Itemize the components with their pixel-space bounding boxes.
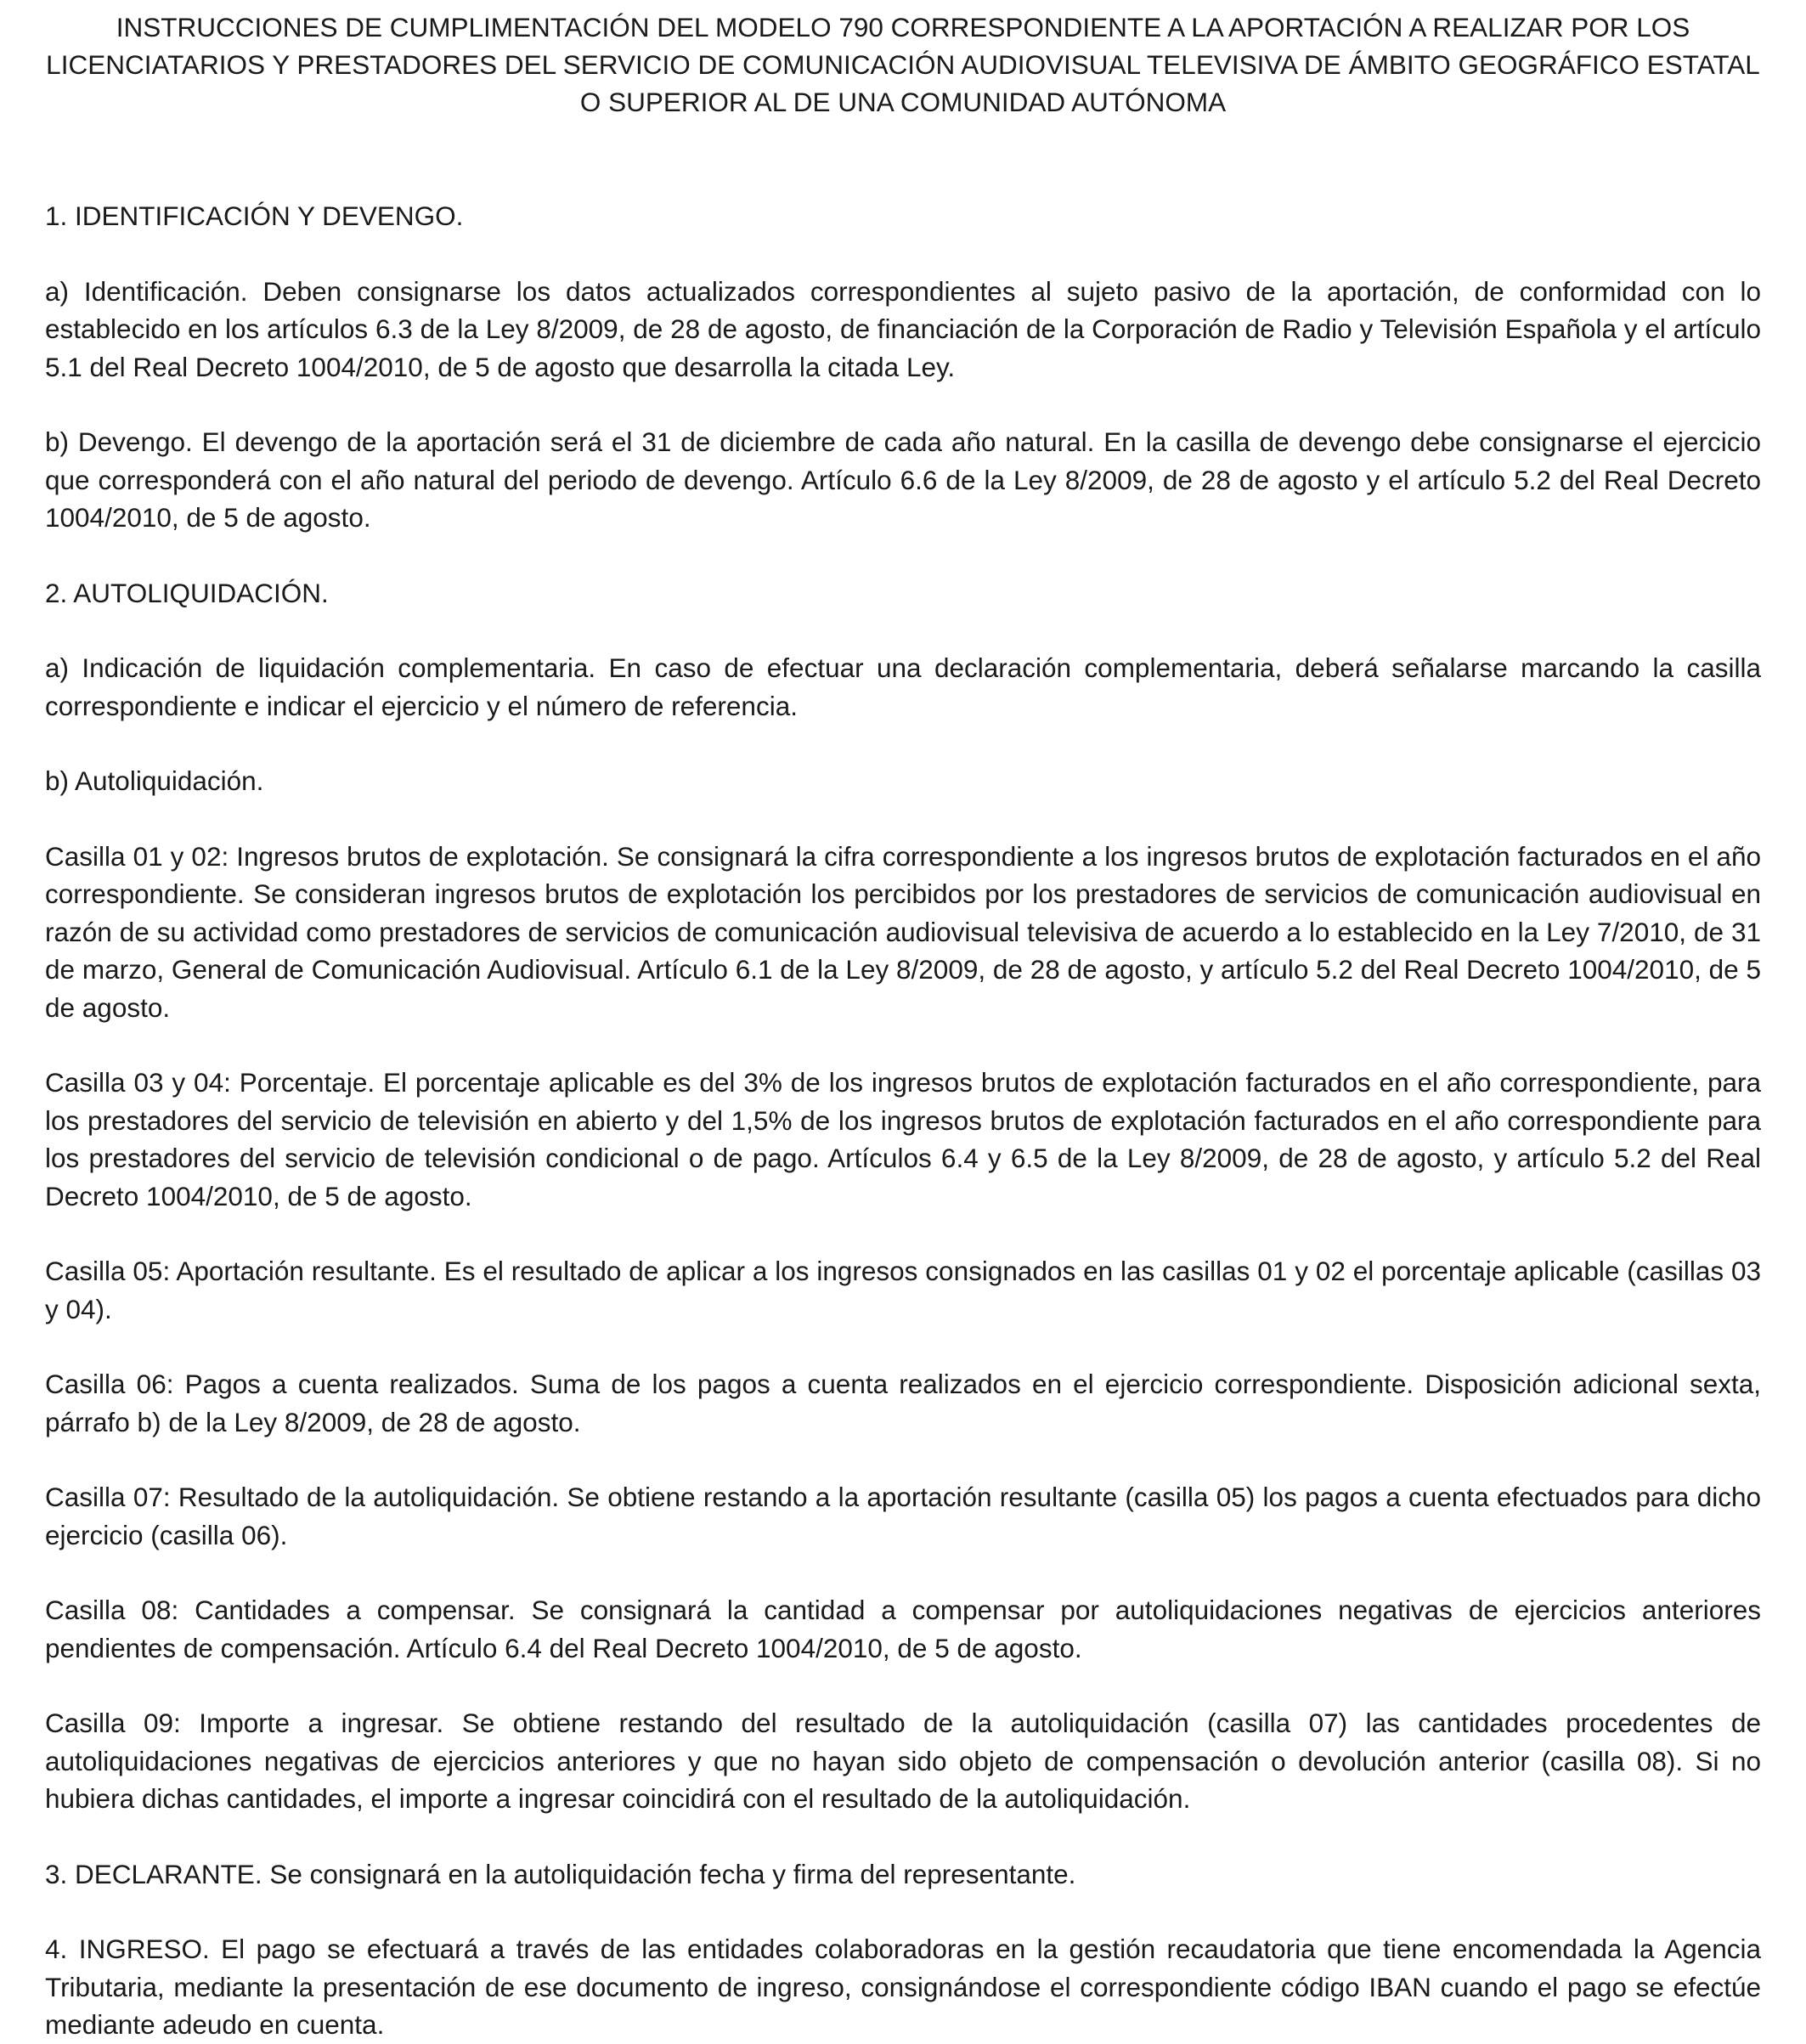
paragraph-identificacion: a) Identificación. Deben consignarse los datos actualizados correspondientes al sujeto pasivo de la aportación, de conformidad con lo establecido en los artículos 6.3 de la Ley 8/2009, de 28 de agosto, de financiación de la Corporación de Radio y Televisión Española y el artículo 5.1 del Real Decreto 1004/2010, de 5 de agosto que desarrolla la citada Ley. bbox=[45, 275, 1761, 382]
section-heading-autoliquidacion: 2. AUTOLIQUIDACIÓN. bbox=[45, 577, 329, 608]
paragraph-casilla-06: Casilla 06: Pagos a cuenta realizados. Suma de los pagos a cuenta realizados en el ejercicio correspondiente. Disposición adicional sexta, párrafo b) de la Ley 8/2009, de 28 de agosto. bbox=[45, 1369, 1761, 1437]
paragraph-liquidacion-complementaria: a) Indicación de liquidación complementaria. En caso de efectuar una declaración complementaria, deberá señalarse marcando la casilla correspondiente e indicar el ejercicio y el número de referencia. bbox=[45, 652, 1761, 721]
paragraph-casilla-03-04: Casilla 03 y 04: Porcentaje. El porcentaje aplicable es del 3% de los ingresos brutos de explotación facturados en el año correspondiente, para los prestadores del servicio de televisión en abierto y del 1,5% de los ingresos brutos de explotación facturados en el año correspondiente para los prestadores del servicio de televisión condicional o de pago. Artículos 6.4 y 6.5 de la Ley 8/2009, de 28 de agosto, y artículo 5.2 del Real Decreto 1004/2010, de 5 de agosto. bbox=[45, 1067, 1761, 1211]
paragraph-casilla-08: Casilla 08: Cantidades a compensar. Se consignará la cantidad a compensar por autoliquidaciones negativas de ejercicios anteriores pendientes de compensación. Artículo 6.4 del Real Decreto 1004/2010, de 5 de agosto. bbox=[45, 1595, 1761, 1663]
paragraph-casilla-05: Casilla 05: Aportación resultante. Es el resultado de aplicar a los ingresos consignados en las casillas 01 y 02 el porcentaje aplicable (casillas 03 y 04). bbox=[45, 1256, 1761, 1324]
paragraph-casilla-01-02: Casilla 01 y 02: Ingresos brutos de explotación. Se consignará la cifra correspondiente a los ingresos brutos de explotación facturados en el año correspondiente. Se consideran ingresos brutos de explotación los percibidos por los prestadores de servicios de comunicación audiovisual en razón de su actividad como prestadores de servicios de comunicación audiovisual televisiva de acuerdo a lo establecido en la Ley 7/2010, de 31 de marzo, General de Comunicación Audiovisual. Artículo 6.1 de la Ley 8/2009, de 28 de agosto, y artículo 5.2 del Real Decreto 1004/2010, de 5 de agosto. bbox=[45, 840, 1761, 1023]
subheading-autoliquidacion: b) Autoliquidación. bbox=[45, 765, 264, 796]
paragraph-devengo: b) Devengo. El devengo de la aportación será el 31 de diciembre de cada año natural. En la casilla de devengo debe consignarse el ejercicio que corresponderá con el año natural del periodo de devengo. Artículo 6.6 de la Ley 8/2009, de 28 de agosto y el artículo 5.2 del Real Decreto 1004/2010, de 5 de agosto. bbox=[45, 426, 1761, 533]
paragraph-casilla-09: Casilla 09: Importe a ingresar. Se obtiene restando del resultado de la autoliquidación (casilla 07) las cantidades procedentes de autoliquidaciones negativas de ejercicios anteriores y que no hayan sido objeto de compensación o devolución anterior (casilla 08). Si no hubiera dichas cantidades, el importe a ingresar coincidirá con el resultado de la autoliquidación. bbox=[45, 1708, 1761, 1814]
section-declarante: 3. DECLARANTE. Se consignará en la autoliquidación fecha y firma del representante. bbox=[45, 1858, 1076, 1889]
paragraph-casilla-07: Casilla 07: Resultado de la autoliquidación. Se obtiene restando a la aportación resultante (casilla 05) los pagos a cuenta efectuados para dicho ejercicio (casilla 06). bbox=[45, 1482, 1761, 1550]
document-page bbox=[45, 0, 1761, 2044]
section-ingreso: 4. INGRESO. El pago se efectuará a través de las entidades colaboradoras en la gestión recaudatoria que tiene encomendada la Agencia Tributaria, mediante la presentación de ese documento de ingreso, consignándose el correspondiente código IBAN cuando el pago se efectúe mediante adeudo en cuenta. bbox=[45, 1934, 1761, 2040]
document-title: INSTRUCCIONES DE CUMPLIMENTACIÓN DEL MODELO 790 CORRESPONDIENTE A LA APORTACIÓN A REALIZAR POR LOS LICENCIATARIOS Y PRESTADORES DEL SERVICIO DE COMUNICACIÓN AUDIOVISUAL TELEVISIVA DE ÁMBITO GEOGRÁFICO ESTATAL O SUPERIOR AL DE UNA COMUNIDAD AUTÓNOMA bbox=[46, 12, 1760, 117]
section-heading-identificacion-devengo: 1. IDENTIFICACIÓN Y DEVENGO. bbox=[45, 200, 464, 231]
